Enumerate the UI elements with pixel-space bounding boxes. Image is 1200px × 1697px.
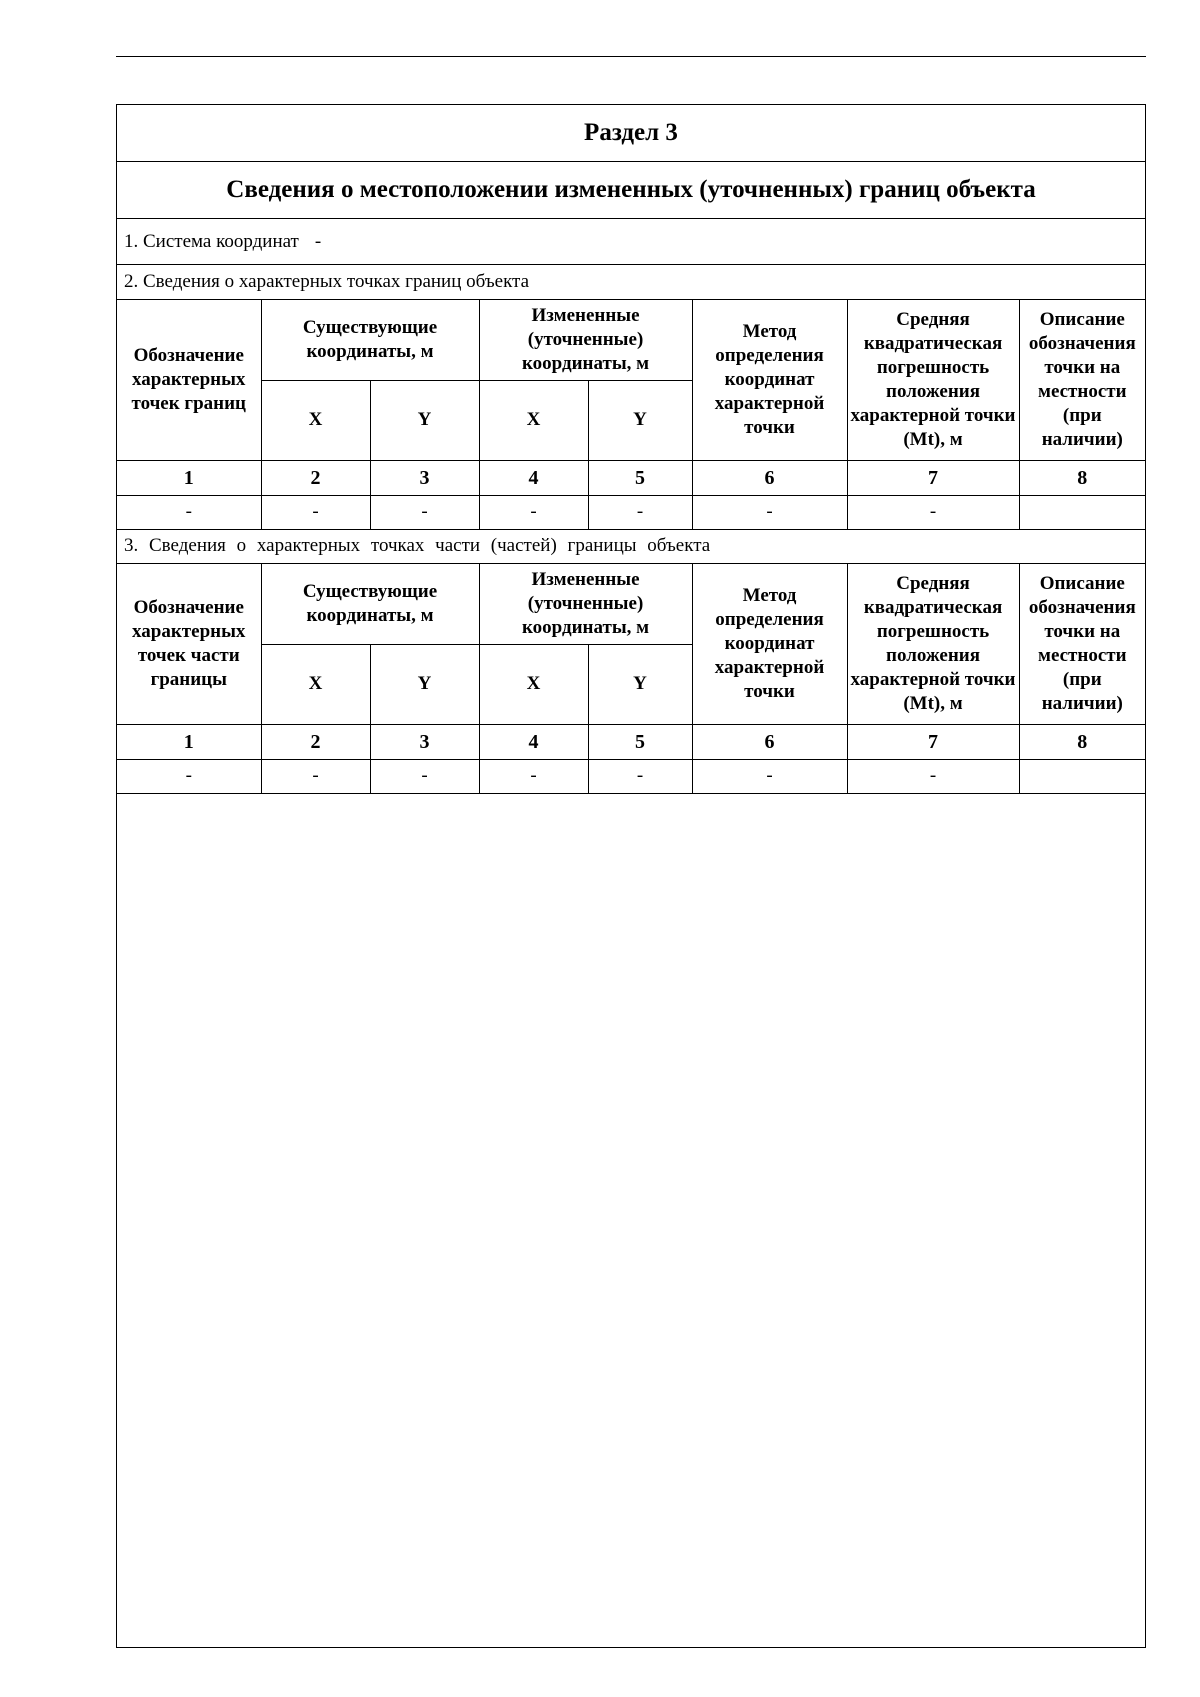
table1-cell: - (479, 495, 588, 529)
table2-col-number: 3 (370, 724, 479, 759)
table2-header-changed-x: X (479, 644, 588, 724)
table2-cell: - (370, 759, 479, 793)
coord-system-value: - (314, 230, 322, 252)
table1-col-number: 5 (588, 460, 692, 495)
table2-col-number: 5 (588, 724, 692, 759)
table2-cell: - (692, 759, 847, 793)
table1-header-changed: Измененные (уточненные) координаты, м (479, 300, 692, 380)
table2-col-number: 6 (692, 724, 847, 759)
table2-caption: 3. Сведения о характерных точках части (частей) границы объекта (117, 529, 1145, 564)
coord-system-row (117, 219, 1145, 265)
table1-header-method: Метод определения координат характерной точки (692, 300, 847, 460)
table1-col-number: 8 (1019, 460, 1145, 495)
table1-col-number: 2 (261, 460, 370, 495)
table2-cell: - (479, 759, 588, 793)
table1-col-number: 1 (117, 460, 261, 495)
boundary-points-table (117, 300, 1145, 530)
table2-cell: - (588, 759, 692, 793)
table2-col-number: 4 (479, 724, 588, 759)
coord-system-label: 1. Система координат (124, 230, 299, 252)
table1-header-existing: Существующие координаты, м (261, 300, 479, 380)
table2-cell: - (117, 759, 261, 793)
table2-header-existing: Существующие координаты, м (261, 564, 479, 644)
table1-header-changed-y: Y (588, 380, 692, 460)
table1-col-number: 4 (479, 460, 588, 495)
section-title: Раздел 3 (117, 105, 1145, 162)
table1-header-existing-y: Y (370, 380, 479, 460)
table1-cell: - (588, 495, 692, 529)
table-row (117, 759, 1145, 793)
table1-cell: - (692, 495, 847, 529)
table1-col-number: 3 (370, 460, 479, 495)
table1-header-changed-x: X (479, 380, 588, 460)
table2-col-number: 8 (1019, 724, 1145, 759)
header-rule (116, 56, 1146, 57)
table2-header-description: Описание обозначения точки на местности (при наличии) (1019, 564, 1145, 724)
table2-header-existing-y: Y (370, 644, 479, 724)
table2-header-method: Метод определения координат характерной точки (692, 564, 847, 724)
table2-cell: - (261, 759, 370, 793)
table2-cell: - (847, 759, 1019, 793)
table1-cell: - (117, 495, 261, 529)
table1-header-description: Описание обозначения точки на местности (при наличии) (1019, 300, 1145, 460)
section-subtitle: Сведения о местоположении измененных (уточненных) границ объекта (117, 162, 1145, 219)
table2-header-changed-y: Y (588, 644, 692, 724)
table2-col-number: 7 (847, 724, 1019, 759)
table1-caption: 2. Сведения о характерных точках границ объекта (117, 265, 1145, 300)
table2-cell (1019, 759, 1145, 793)
table1-col-number: 7 (847, 460, 1019, 495)
table2-header-error: Средняя квадратическая погрешность положения характерной точки (Mt), м (847, 564, 1019, 724)
table1-cell: - (370, 495, 479, 529)
boundary-part-points-table (117, 564, 1145, 794)
table1-cell: - (261, 495, 370, 529)
table1-header-error: Средняя квадратическая погрешность положения характерной точки (Mt), м (847, 300, 1019, 460)
table1-cell (1019, 495, 1145, 529)
table1-cell: - (847, 495, 1019, 529)
table-row (117, 495, 1145, 529)
table2-header-existing-x: X (261, 644, 370, 724)
table2-header-designation: Обозначение характерных точек части границы (117, 564, 261, 724)
table1-header-designation: Обозначение характерных точек границ (117, 300, 261, 460)
section-frame (116, 104, 1146, 1648)
table2-col-number: 1 (117, 724, 261, 759)
table1-col-number: 6 (692, 460, 847, 495)
table2-header-changed: Измененные (уточненные) координаты, м (479, 564, 692, 644)
table1-header-existing-x: X (261, 380, 370, 460)
table2-col-number: 2 (261, 724, 370, 759)
